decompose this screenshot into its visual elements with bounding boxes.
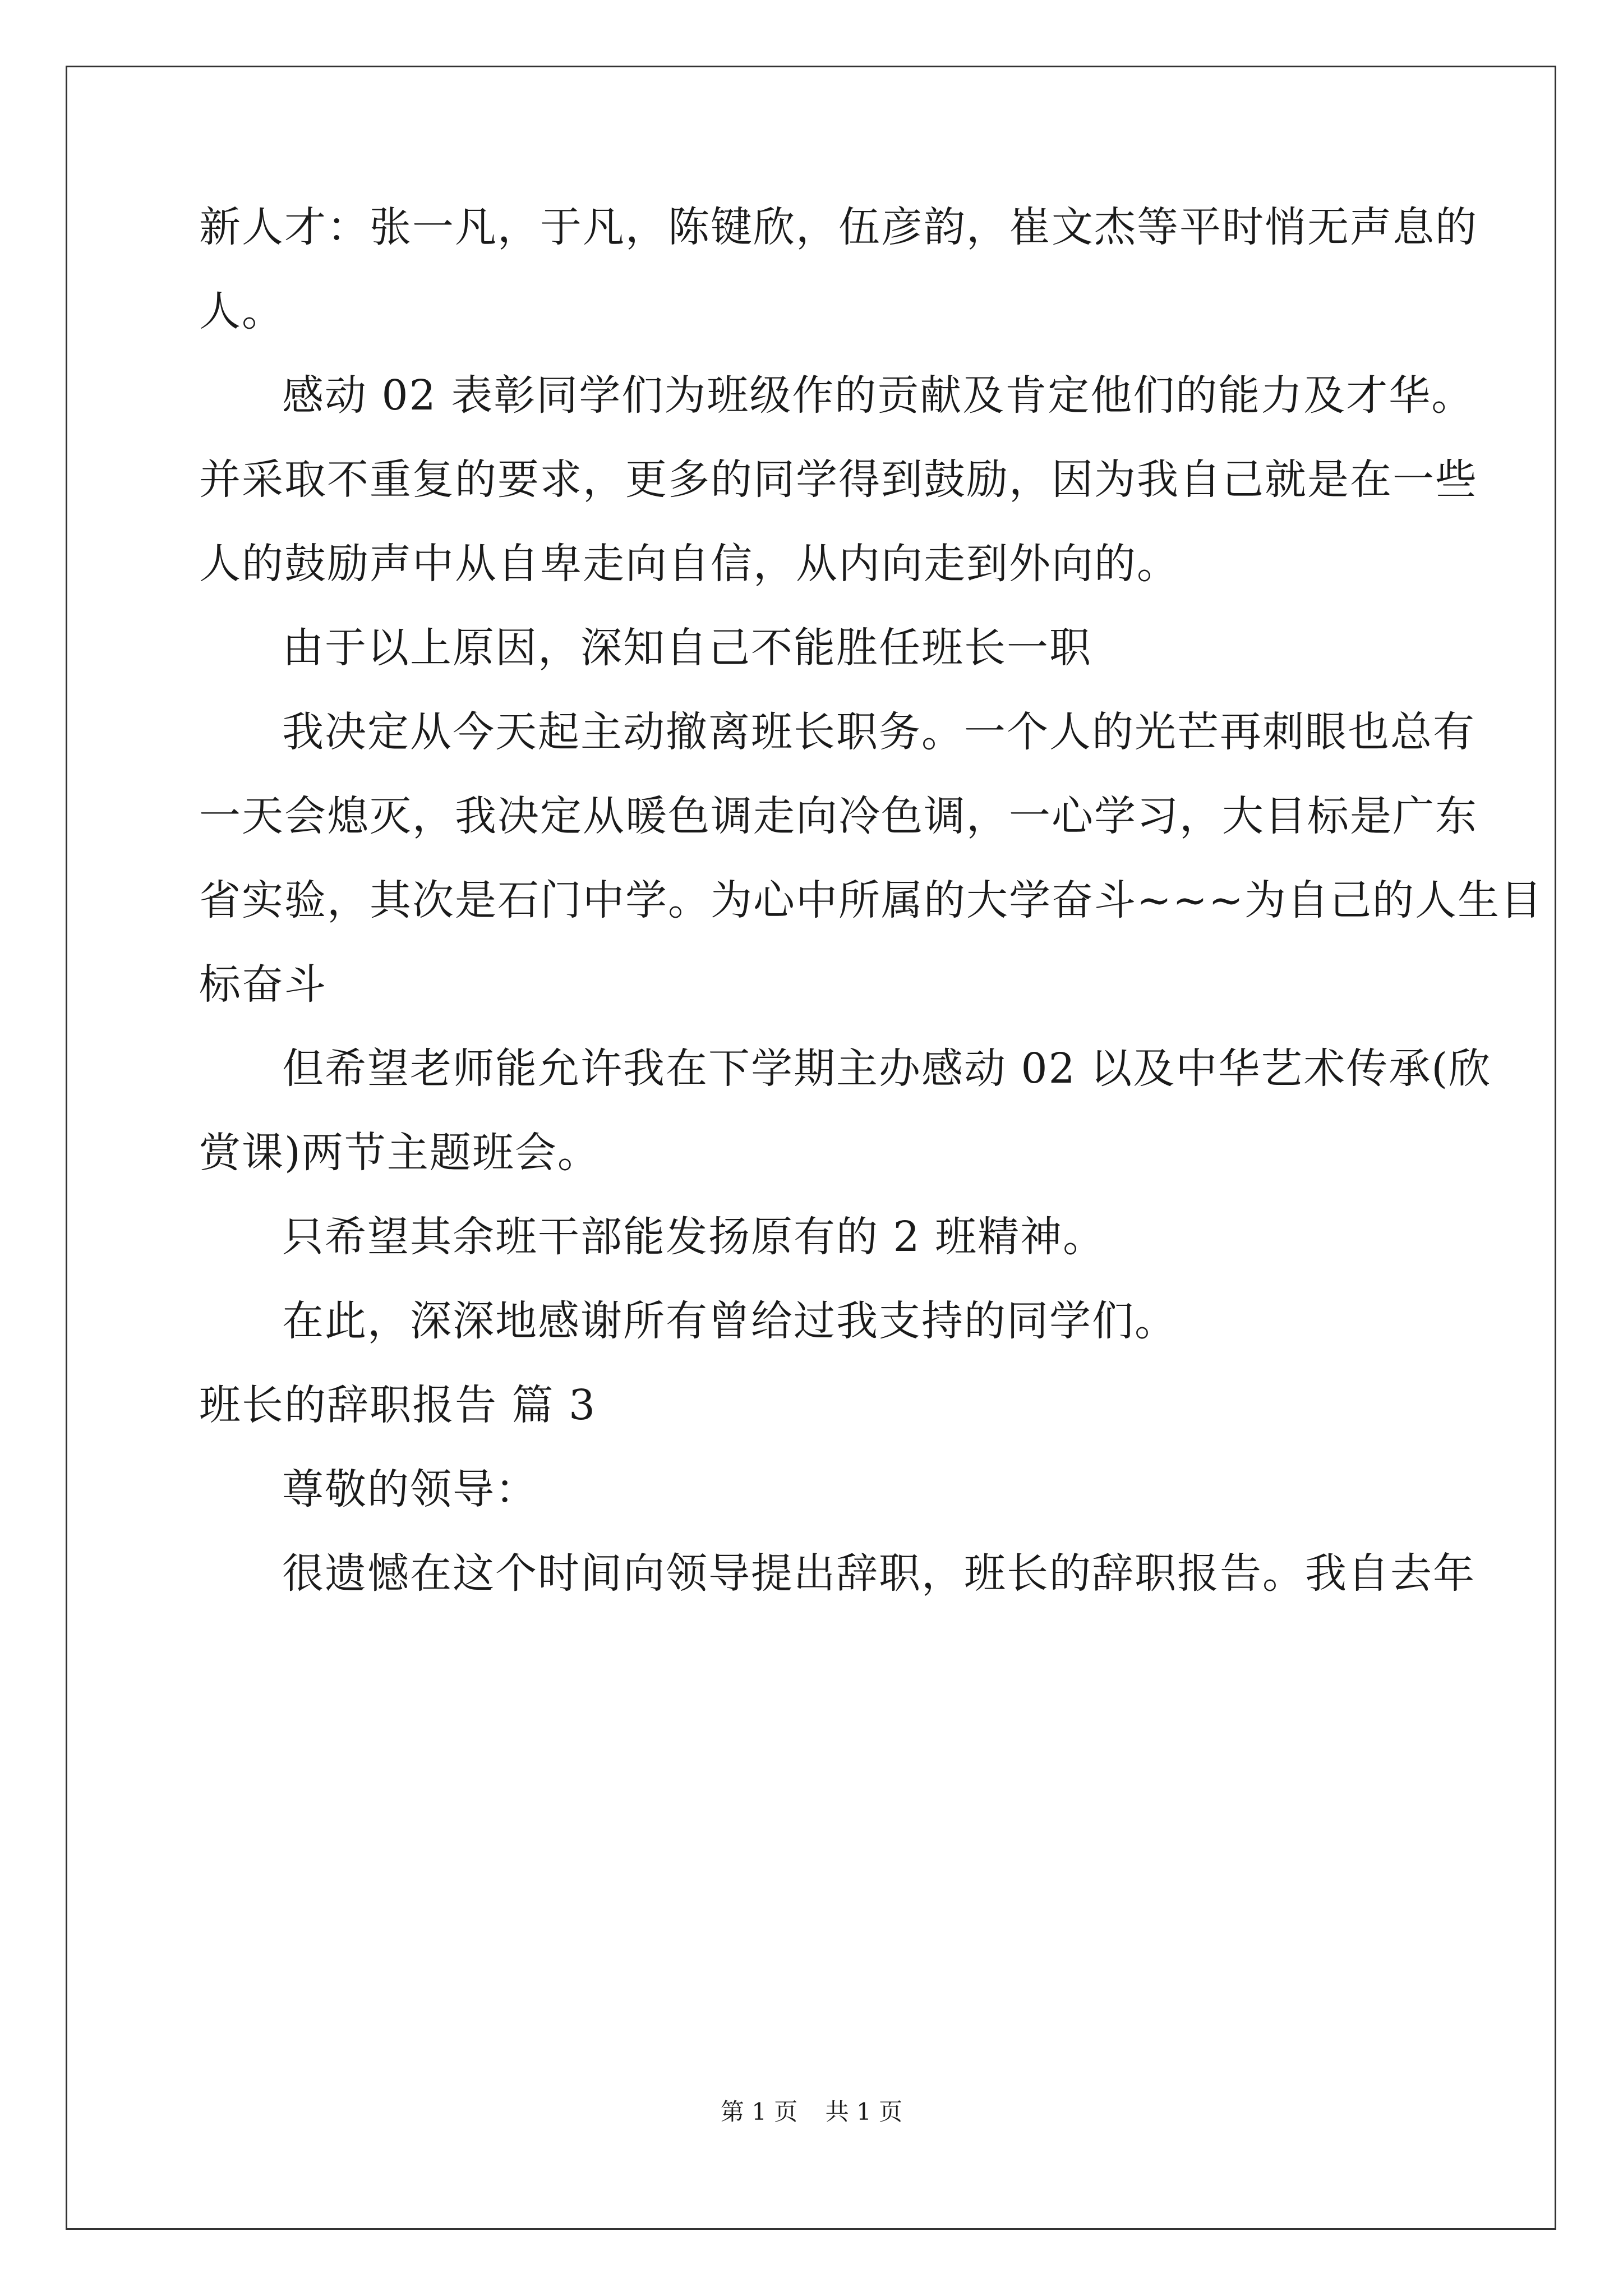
paragraph-line: 人。	[199, 287, 284, 335]
page-footer	[0, 2095, 1623, 2129]
paragraph-line: 新人才：张一凡，于凡，陈键欣，伍彦韵，崔文杰等平时悄无声息的	[199, 203, 1478, 251]
paragraph-line: 我决定从今天起主动撤离班长职务。一个人的光芒再刺眼也总有	[282, 708, 1476, 756]
paragraph-line: 并采取不重复的要求，更多的同学得到鼓励，因为我自己就是在一些	[199, 455, 1478, 504]
paragraph-line: 很遗憾在这个时间向领导提出辞职，班长的辞职报告。我自去年	[282, 1549, 1476, 1598]
paragraph-line: 标奋斗	[199, 960, 327, 1009]
paragraph-line: 一天会熄灭，我决定从暖色调走向冷色调，一心学习，大目标是广东	[199, 792, 1478, 840]
paragraph-line: 人的鼓励声中从自卑走向自信，从内向走到外向的。	[199, 540, 1179, 588]
paragraph-line: 只希望其余班干部能发扬原有的 2 班精神。	[282, 1213, 1106, 1261]
paragraph-line: 在此，深深地感谢所有曾给过我支持的同学们。	[282, 1297, 1177, 1345]
paragraph-line: 省实验，其次是石门中学。为心中所属的大学奋斗~~~为自己的人生目	[199, 876, 1543, 924]
paragraph-line: 由于以上原因，深知自己不能胜任班长一职	[282, 624, 1092, 672]
page-total: 共 1 页	[825, 2098, 903, 2125]
salutation: 尊敬的领导：	[282, 1465, 538, 1513]
page-number: 第 1 页	[720, 2098, 798, 2125]
paragraph-line: 赏课)两节主题班会。	[199, 1129, 600, 1177]
paragraph-line: 但希望老师能允许我在下学期主办感动 02 以及中华艺术传承(欣	[282, 1045, 1492, 1093]
paragraph-line: 感动 02 表彰同学们为班级作的贡献及肯定他们的能力及才华。	[282, 371, 1474, 420]
section-heading: 班长的辞职报告 篇 3	[199, 1381, 597, 1429]
